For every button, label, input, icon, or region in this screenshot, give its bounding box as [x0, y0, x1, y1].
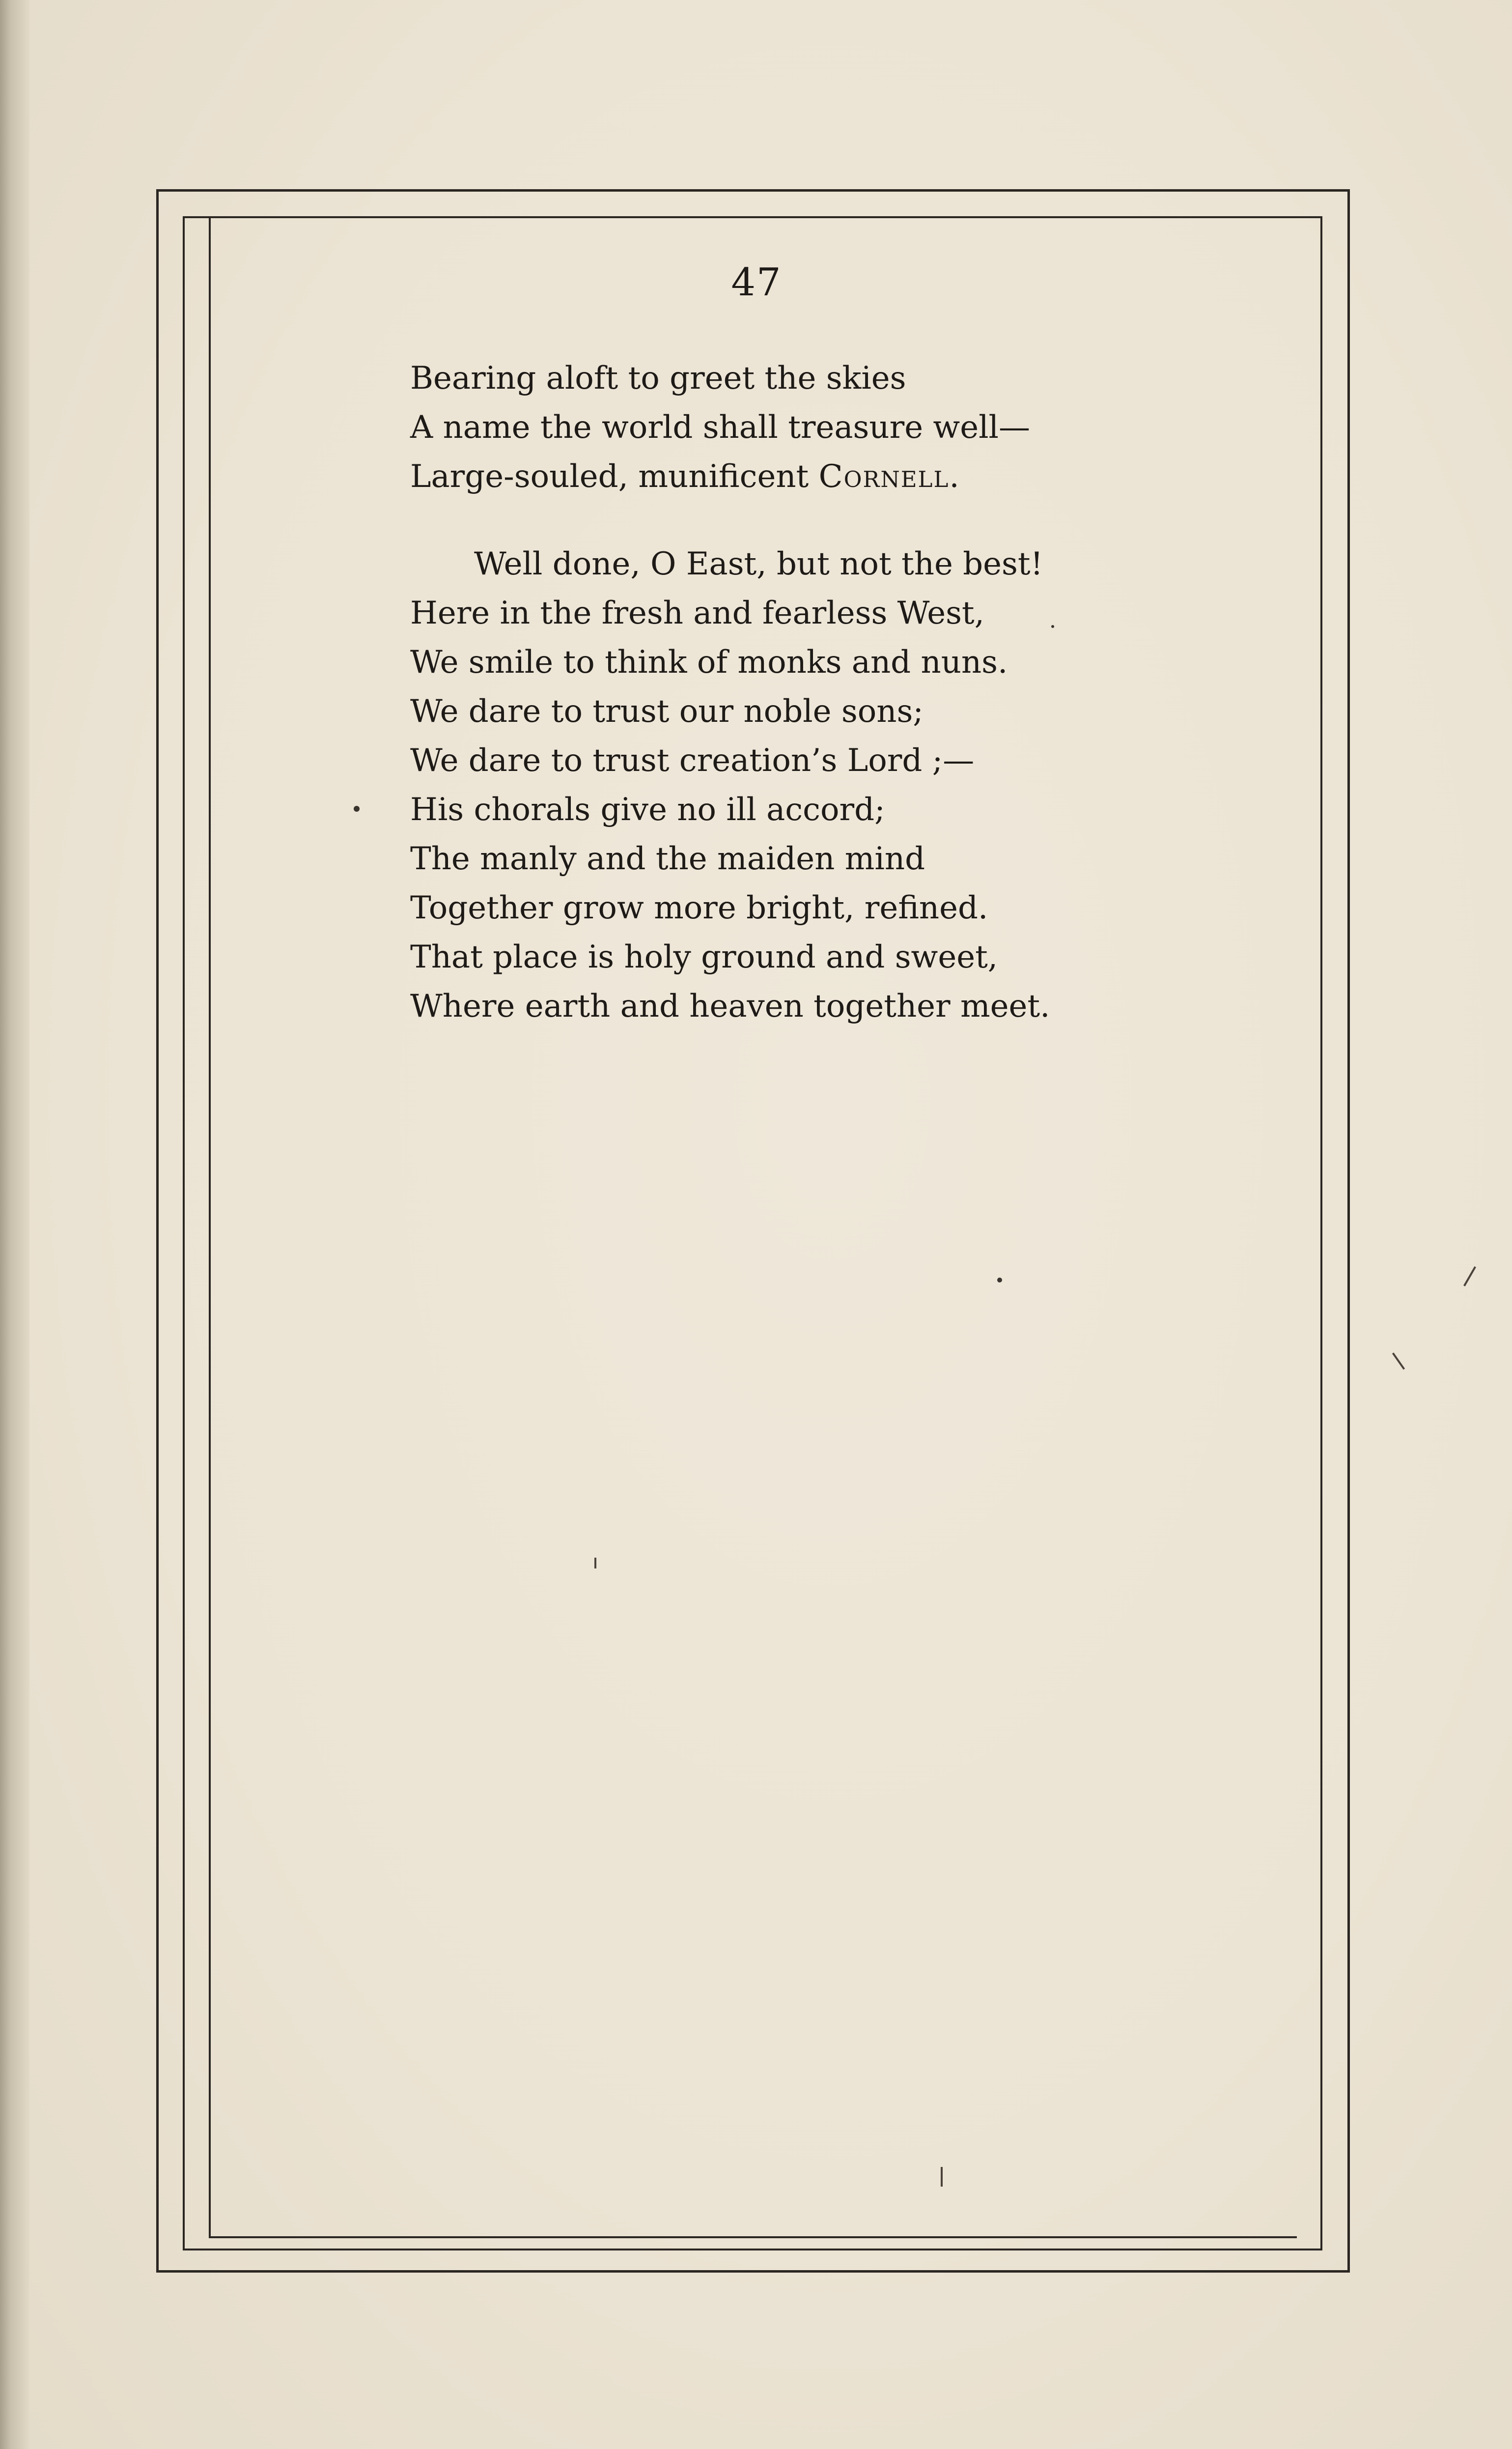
- poem-line: We dare to trust creation’s Lord ;—: [410, 742, 975, 779]
- paper-speck: [1051, 625, 1054, 628]
- poem-line: Bearing aloft to greet the skies: [410, 360, 906, 397]
- poem-line: Here in the fresh and fearless West,: [410, 595, 984, 631]
- poem-line: A name the world shall treasure well—: [410, 409, 1030, 446]
- paper-speck: [997, 1278, 1002, 1282]
- poem-line: His chorals give no ill accord;: [410, 792, 885, 828]
- poem-line-text: Large-souled, munificent: [410, 458, 819, 495]
- line-period: .: [949, 458, 959, 495]
- name-cornell: Cornell: [818, 458, 950, 495]
- inner-border-rule: [209, 216, 1297, 2238]
- poem-line: Together grow more bright, refined.: [410, 890, 988, 926]
- page-number: 47: [731, 260, 782, 305]
- poem-stanza-1: [410, 354, 1030, 501]
- poem-line: Well done, O East, but not the best!: [474, 546, 1043, 582]
- poem-line: [410, 452, 1030, 501]
- poem-line: That place is holy ground and sweet,: [410, 939, 998, 975]
- paper-mark: [941, 2167, 943, 2187]
- poem-stanza-2: [410, 540, 1050, 1031]
- paper-mark: [1392, 1352, 1405, 1369]
- poem-line: We dare to trust our noble sons;: [410, 693, 924, 730]
- paper-mark: [594, 1558, 596, 1568]
- poem-line: Where earth and heaven together meet.: [410, 988, 1050, 1025]
- poem-line: We smile to think of monks and nuns.: [410, 644, 1008, 681]
- paper-mark: [1463, 1266, 1476, 1286]
- page-gutter-shadow: [0, 0, 29, 2449]
- paper-speck: [354, 806, 360, 812]
- poem-line: The manly and the maiden mind: [410, 841, 925, 877]
